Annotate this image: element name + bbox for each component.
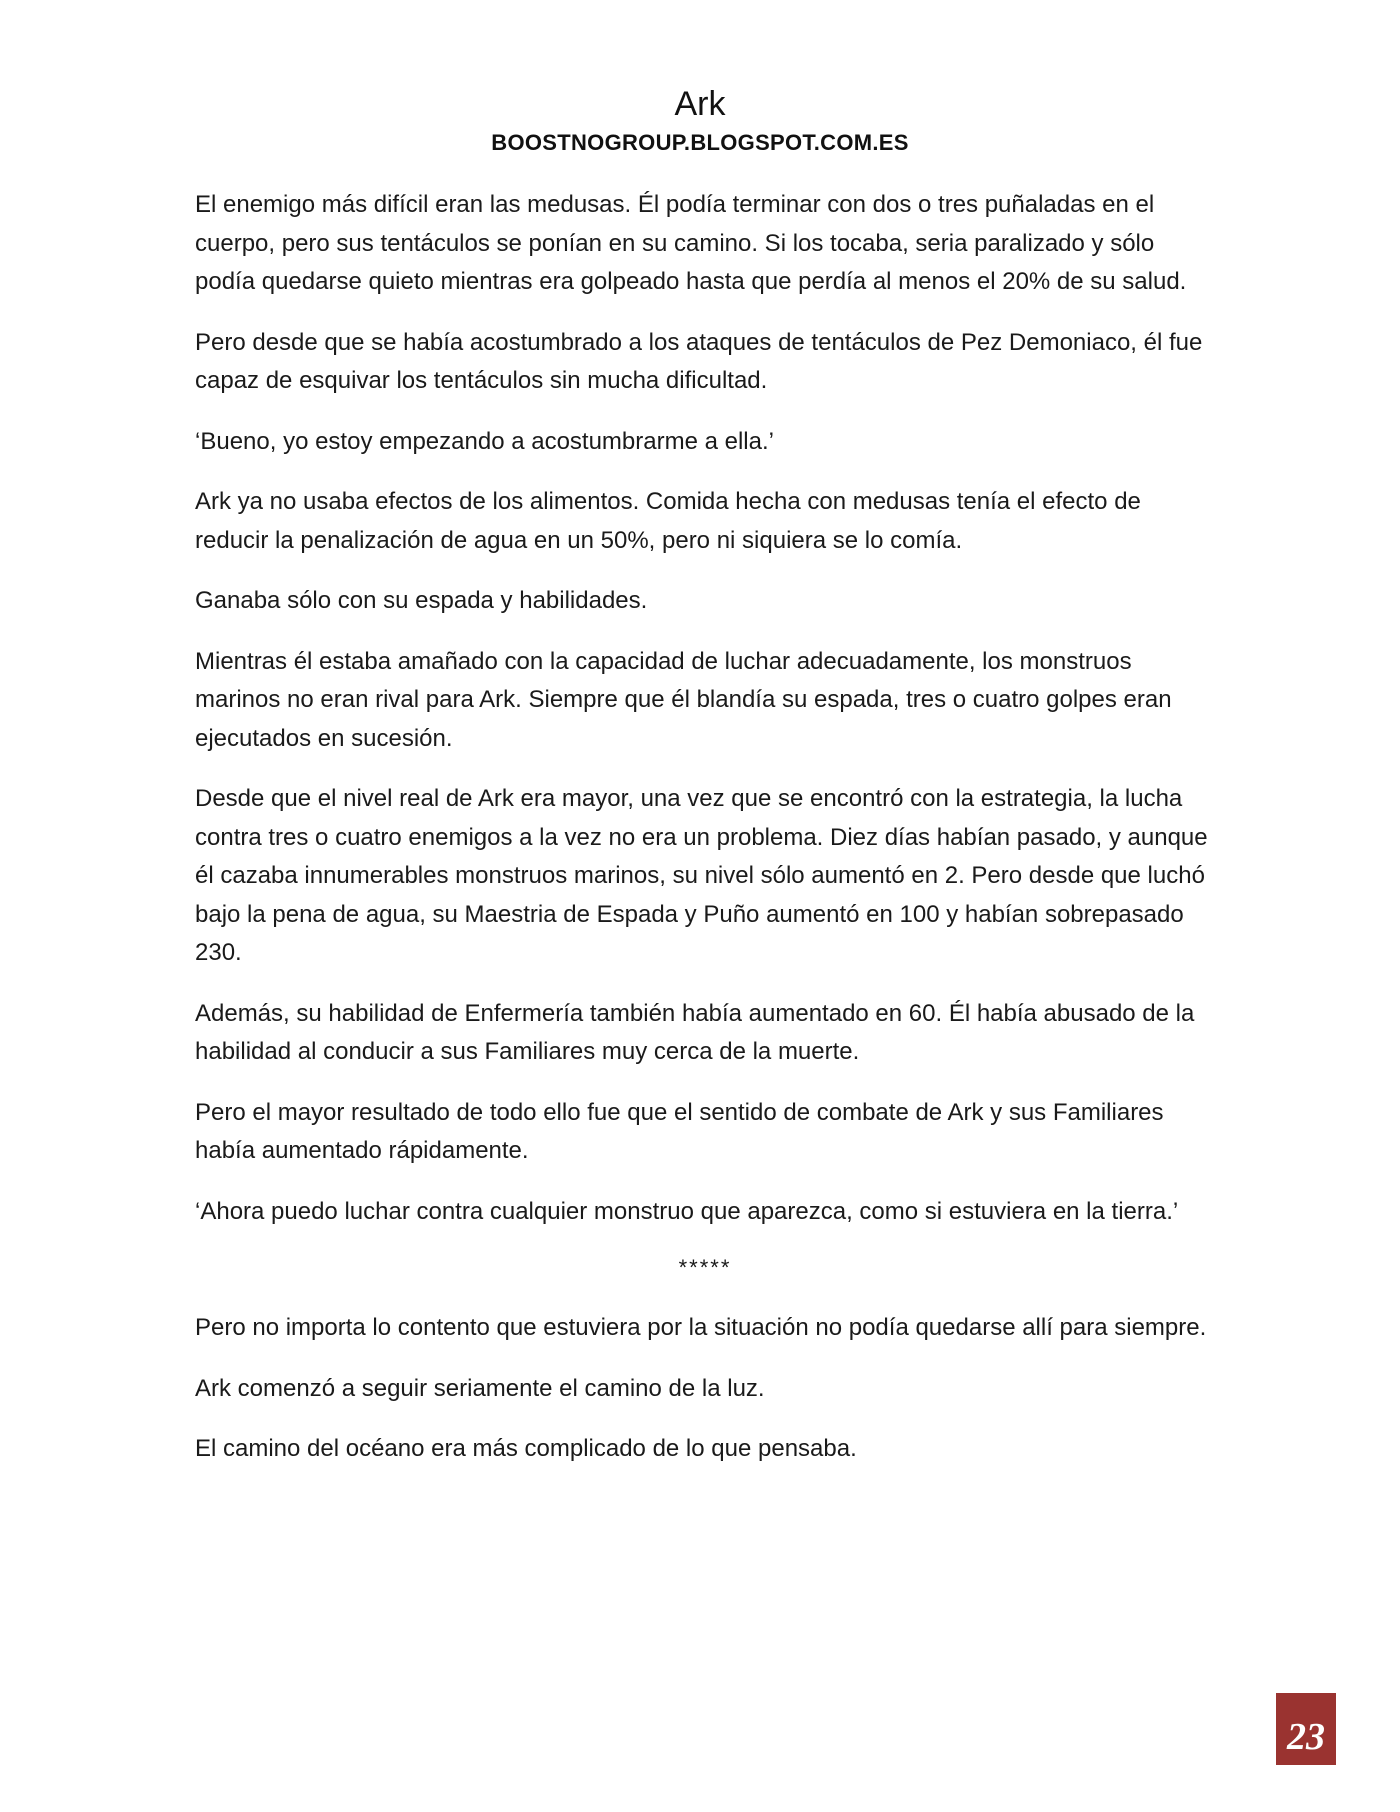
paragraph-7: Desde que el nivel real de Ark era mayor, una vez que se encontró con la estrategia, la lucha contra tres o cuatro enemigos a la vez no era un problema. Diez días habían pasado, y aunque él cazaba innumerables monstruos marinos, su nivel sólo aumentó en 2. Pero desde que luchó bajo la pena de agua, su Maestria de Espada y Puño aumentó en 100 y habían sobrepasado 230.	[195, 785, 1208, 966]
paragraph-13: El camino del océano era más complicado de lo que pensaba.	[195, 1435, 857, 1462]
paragraph-2: Pero desde que se había acostumbrado a los ataques de tentáculos de Pez Demoniaco, él fue capaz de esquivar los tentáculos sin mucha dificultad.	[195, 328, 1203, 394]
paragraph-9: Pero el mayor resultado de todo ello fue que el sentido de combate de Ark y sus Familiares había aumentado rápidamente.	[195, 1098, 1164, 1164]
document-subtitle: BOOSTNOGROUP.BLOGSPOT.COM.ES	[491, 130, 909, 155]
paragraph-4: Ark ya no usaba efectos de los alimentos. Comida hecha con medusas tenía el efecto de reducir la penalización de agua en un 50%, pero ni siquiera se lo comía.	[195, 488, 1141, 554]
paragraph-8: Además, su habilidad de Enfermería también había aumentado en 60. Él había abusado de la habilidad al conducir a sus Familiares muy cerca de la muerte.	[195, 999, 1195, 1065]
document-title: Ark	[674, 85, 726, 123]
paragraph-11: Pero no importa lo contento que estuviera por la situación no podía quedarse allí para siempre.	[195, 1314, 1207, 1341]
scene-separator: *****	[678, 1255, 732, 1280]
paragraph-6: Mientras él estaba amañado con la capacidad de luchar adecuadamente, los monstruos marinos no eran rival para Ark. Siempre que él blandía su espada, tres o cuatro golpes eran ejecutados en sucesión.	[195, 647, 1172, 752]
paragraph-1: El enemigo más difícil eran las medusas. Él podía terminar con dos o tres puñaladas en el cuerpo, pero sus tentáculos se ponían en su camino. Si los tocaba, seria paralizado y sólo podía quedarse quieto mientras era golpeado hasta que perdía al menos el 20% de su salud.	[195, 191, 1187, 295]
body-text	[195, 186, 1215, 1491]
paragraph-5: Ganaba sólo con su espada y habilidades.	[195, 587, 648, 614]
page-number-badge: 23	[1276, 1693, 1336, 1761]
paragraph-3: ‘Bueno, yo estoy empezando a acostumbrarme a ella.’	[195, 427, 774, 455]
paragraph-12: Ark comenzó a seguir seriamente el camino de la luz.	[195, 1374, 765, 1402]
page-header	[0, 82, 1400, 158]
paragraph-10: ‘Ahora puedo luchar contra cualquier monstruo que aparezca, como si estuviera en la tierra.’	[195, 1197, 1179, 1225]
